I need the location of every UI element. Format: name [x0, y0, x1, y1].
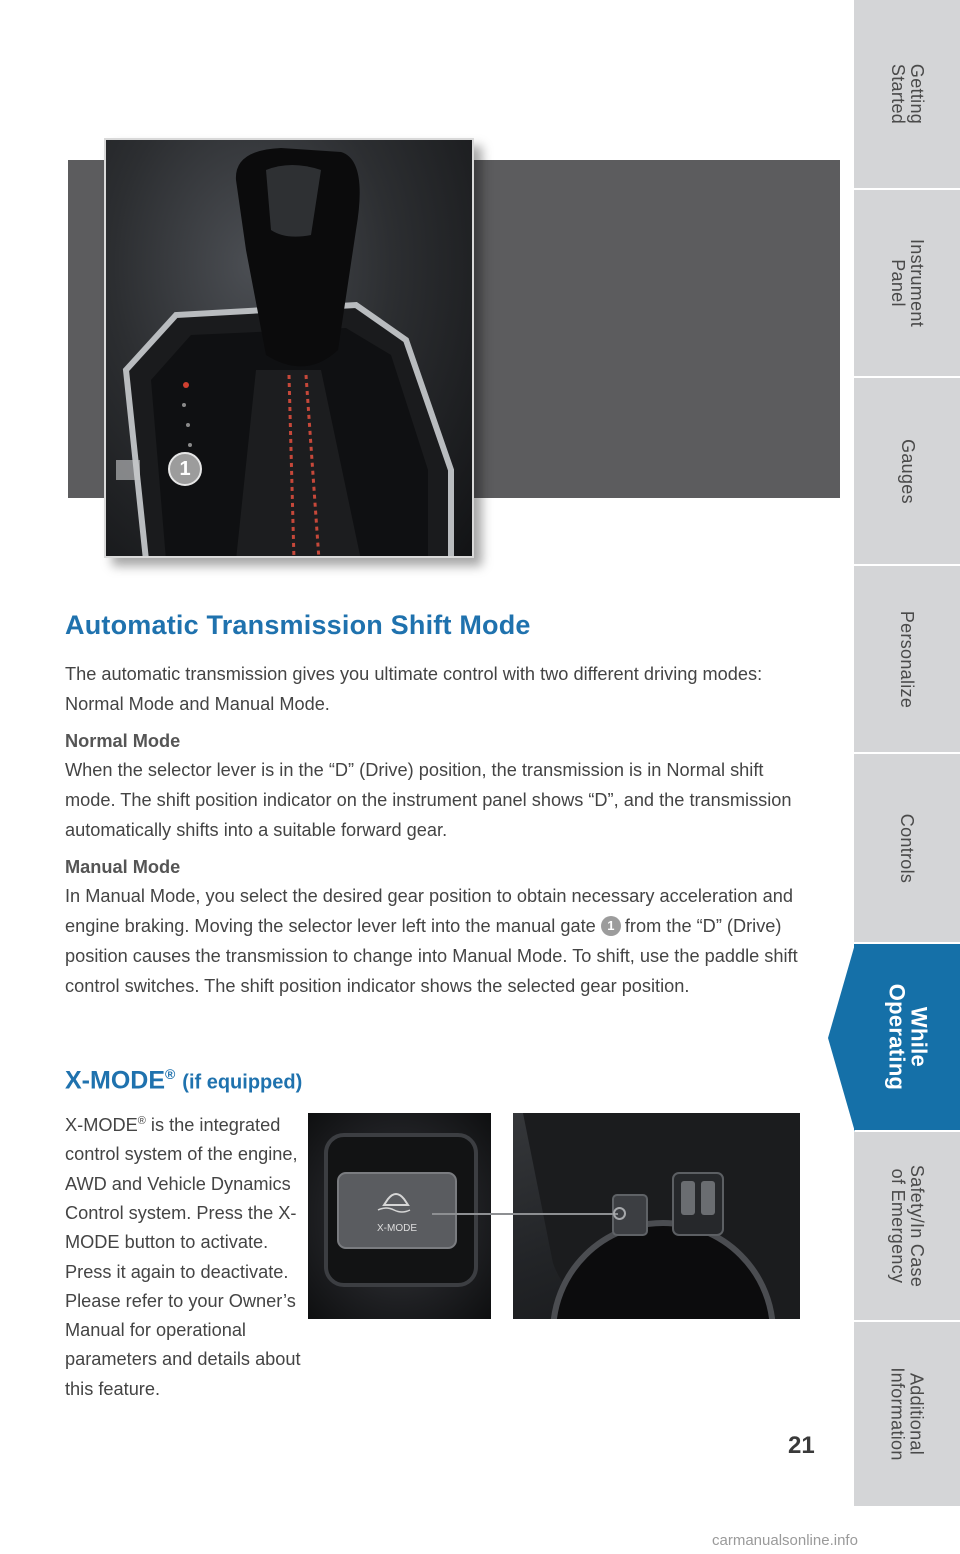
page-number: 21 [788, 1432, 815, 1459]
callout-leader-line [432, 1213, 618, 1215]
normal-mode-paragraph: When the selector lever is in the “D” (Drive) position, the transmission is in Normal shift mode. The shift position indicator on the instrument panel shows “D”, and the transmission automatically shifts into a suitable forward gear. [65, 760, 792, 840]
xmode-paragraph [65, 1107, 310, 1404]
chapter-tabs [854, 0, 960, 1554]
transmission-section [65, 610, 800, 1001]
shift-lever-photo [104, 138, 474, 558]
tab-safety-emergency[interactable] [854, 1132, 960, 1322]
tab-label: Additional Information [887, 1367, 927, 1461]
xmode-button-illustration [308, 1113, 491, 1319]
center-console-photo [513, 1113, 800, 1319]
tab-label: While Operating [884, 983, 932, 1091]
xmode-text-rest: is the integrated control system of the engine, AWD and Vehicle Dynamics Control system. Press the X-MODE button to activate. Press it again to deactivate. Please refer to your Owner’s Manual for operational parameters and details about this feature. [65, 1115, 301, 1399]
tab-instrument-panel[interactable] [854, 190, 960, 378]
inline-callout-1: 1 [601, 916, 621, 936]
watermark: carmanualsonline.info [712, 1532, 858, 1549]
tab-label: Instrument Panel [887, 238, 927, 328]
active-tab-indicator [828, 944, 855, 1132]
callout-1: 1 [168, 452, 202, 486]
center-console-illustration [513, 1113, 800, 1319]
manual-text-part1: In Manual Mode, you select the desired gear position to obtain necessary acceleration and engine braking. Moving the selector lever left into the manual gate [65, 886, 793, 936]
tab-label: Gauges [897, 438, 918, 504]
normal-mode-heading: Normal Mode [65, 731, 181, 751]
tab-getting-started[interactable] [854, 0, 960, 190]
shift-lever-illustration [106, 140, 474, 558]
registered-mark: ® [137, 1115, 146, 1127]
manual-mode-paragraph [65, 881, 800, 1001]
tab-label: Getting Started [887, 63, 927, 125]
tab-while-operating[interactable] [854, 944, 960, 1132]
registered-mark: ® [165, 1066, 176, 1082]
tab-additional-information[interactable] [854, 1322, 960, 1508]
intro-paragraph: The automatic transmission gives you ultimate control with two different driving modes: Normal Mode and Manual Mode. [65, 664, 763, 714]
section-title: Automatic Transmission Shift Mode [65, 610, 531, 640]
xmode-title-text: X-MODE [65, 1066, 165, 1095]
tab-label: Safety/In Case of Emergency [888, 1164, 928, 1288]
tab-label: Controls [897, 813, 918, 883]
xmode-button-closeup-photo [308, 1113, 491, 1319]
tab-label: Personalize [897, 610, 918, 708]
tab-controls[interactable] [854, 754, 960, 944]
tab-gauges[interactable] [854, 378, 960, 566]
xmode-title [65, 1066, 302, 1095]
manual-mode-heading: Manual Mode [65, 857, 181, 877]
xmode-title-suffix: (if equipped) [182, 1071, 303, 1094]
tab-personalize[interactable] [854, 566, 960, 754]
xmode-text-start: X-MODE [65, 1115, 138, 1136]
callout-leader-dot [613, 1207, 626, 1220]
xmode-button-label: X-MODE [377, 1223, 417, 1234]
manual-text-part2: from the “D” (Drive) position causes the transmission to change into Manual Mode. To shift, use the paddle shift control switches. The shift position indicator shows the selected gear position. [65, 916, 798, 996]
